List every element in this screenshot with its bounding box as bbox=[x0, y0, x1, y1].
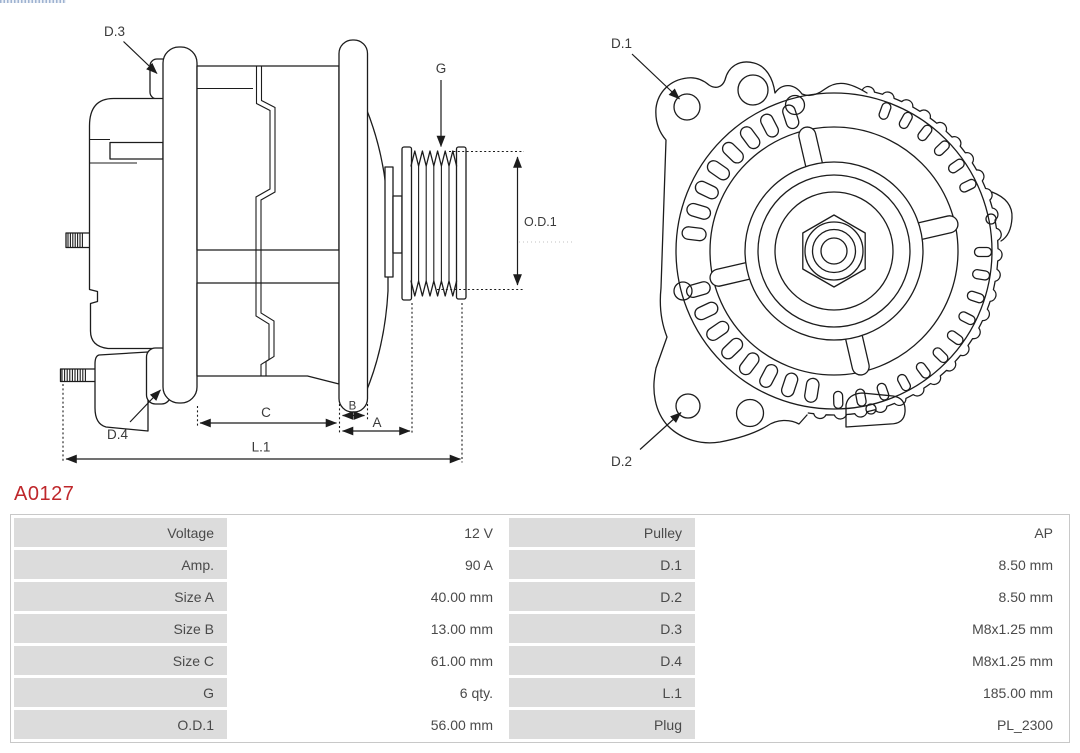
spec-label-cell: G bbox=[14, 678, 227, 707]
dim-label-c: C bbox=[261, 405, 271, 420]
dim-label-od1: O.D.1 bbox=[524, 215, 557, 229]
dim-label-b: B bbox=[348, 400, 357, 413]
spec-label-cell: L.1 bbox=[509, 678, 695, 707]
right-ear-hole bbox=[986, 214, 996, 224]
spec-label-cell: Plug bbox=[509, 710, 695, 739]
spec-row bbox=[14, 550, 1066, 579]
dim-label-d1: D.1 bbox=[611, 36, 633, 51]
leader-d2 bbox=[640, 413, 681, 450]
spec-value-cell: 12 V bbox=[230, 518, 506, 547]
dim-label-d4: D.4 bbox=[107, 427, 129, 442]
spec-row bbox=[14, 710, 1066, 739]
leader-d3 bbox=[124, 42, 158, 74]
spec-row bbox=[14, 614, 1066, 643]
stud-threads-mid bbox=[68, 234, 82, 248]
pulley-grooves-bottom bbox=[411, 281, 457, 296]
spec-row bbox=[14, 678, 1066, 707]
part-number-title: A0127 bbox=[14, 483, 75, 505]
rear-view-drawing bbox=[611, 36, 1012, 469]
bracket-hole bbox=[866, 404, 876, 414]
spec-value-cell: AP bbox=[698, 518, 1066, 547]
spec-table bbox=[10, 514, 1070, 743]
side-view-drawing bbox=[61, 24, 576, 463]
spec-row bbox=[14, 518, 1066, 547]
spec-value-cell: 6 qty. bbox=[230, 678, 506, 707]
pulley-grooves-top bbox=[411, 151, 457, 166]
spec-value-cell: 8.50 mm bbox=[698, 550, 1066, 579]
rear-cover-outline bbox=[90, 99, 164, 349]
pulley-flange-left bbox=[402, 147, 412, 300]
spec-label-cell: D.2 bbox=[509, 582, 695, 611]
spec-label-cell: D.3 bbox=[509, 614, 695, 643]
body-lower-block bbox=[197, 283, 339, 384]
spec-label-cell: D.4 bbox=[509, 646, 695, 675]
spec-label-cell: Pulley bbox=[509, 518, 695, 547]
spec-value-cell: M8x1.25 mm bbox=[698, 614, 1066, 643]
leader-d1 bbox=[632, 54, 680, 99]
spec-label-cell: Voltage bbox=[14, 518, 227, 547]
spec-value-cell: 56.00 mm bbox=[230, 710, 506, 739]
dim-label-l1: L.1 bbox=[251, 439, 271, 455]
spec-row bbox=[14, 646, 1066, 675]
spec-label-cell: O.D.1 bbox=[14, 710, 227, 739]
terminal-stud-bottom bbox=[61, 369, 98, 382]
spec-label-cell: Amp. bbox=[14, 550, 227, 579]
spec-value-cell: PL_2300 bbox=[698, 710, 1066, 739]
mount-lug-front bbox=[339, 40, 368, 412]
spec-value-cell: 40.00 mm bbox=[230, 582, 506, 611]
spec-label-cell: Size B bbox=[14, 614, 227, 643]
shaft-collar bbox=[393, 196, 402, 253]
body-upper-block bbox=[197, 66, 339, 250]
spec-label-cell: D.1 bbox=[509, 550, 695, 579]
pulley-groove-lines bbox=[419, 166, 449, 281]
spec-label-cell: Size A bbox=[14, 582, 227, 611]
mount-hole-top bbox=[738, 75, 768, 105]
lower-mount-boss bbox=[95, 352, 148, 431]
spec-value-cell: 185.00 mm bbox=[698, 678, 1066, 707]
spec-value-cell: 61.00 mm bbox=[230, 646, 506, 675]
dim-label-d2: D.2 bbox=[611, 454, 633, 469]
dim-label-d3: D.3 bbox=[104, 24, 126, 39]
mount-lug-rear bbox=[163, 47, 197, 403]
spec-value-cell: M8x1.25 mm bbox=[698, 646, 1066, 675]
mount-hole-bottom bbox=[737, 400, 764, 427]
dim-label-a: A bbox=[372, 415, 382, 430]
spec-value-cell: 8.50 mm bbox=[698, 582, 1066, 611]
spec-value-cell: 13.00 mm bbox=[230, 614, 506, 643]
spec-value-cell: 90 A bbox=[230, 550, 506, 579]
dim-label-g: G bbox=[435, 61, 447, 76]
rear-cover-slot bbox=[110, 143, 163, 160]
pulley-flange-right bbox=[457, 147, 467, 299]
spec-section bbox=[10, 483, 1070, 743]
shaft-spacer bbox=[385, 167, 393, 277]
spec-label-cell: Size C bbox=[14, 646, 227, 675]
spec-row bbox=[14, 582, 1066, 611]
